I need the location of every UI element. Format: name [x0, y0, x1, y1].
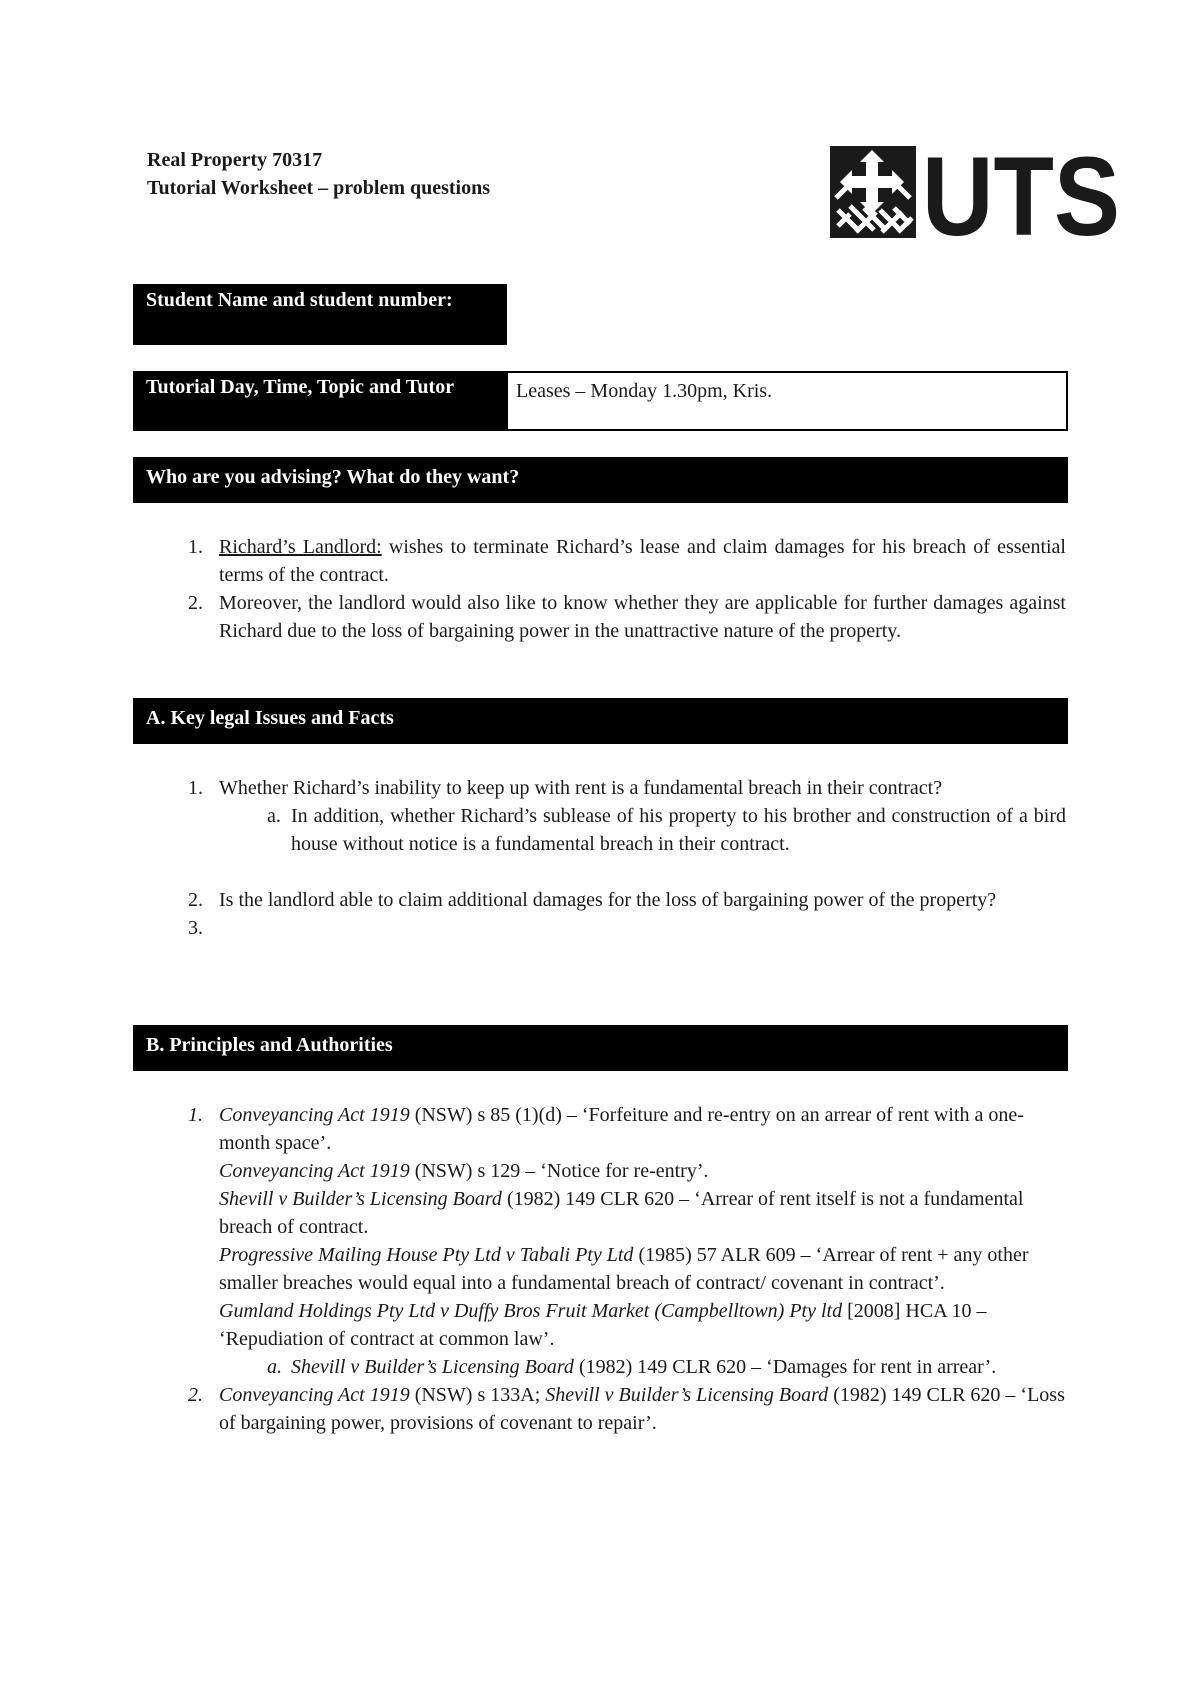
authority-line: Conveyancing Act 1919 (NSW) s 129 – ‘Notice for re-entry’.: [219, 1160, 709, 1182]
course-title: Real Property 70317: [147, 149, 323, 171]
list-item: 1. Whether Richard’s inability to keep up with rent is a fundamental breach in their contract?: [188, 777, 943, 799]
sub-list-item: a. In addition, whether Richard’s sublease of his property to his brother and construction of a bird house without notice is a fundamental breach in their contract.: [267, 805, 1066, 855]
authority-line: Shevill v Builder’s Licensing Board (1982) 149 CLR 620 – ‘Arrear of rent itself is not a fundamental breach of contract.: [219, 1188, 1024, 1238]
sub-list-item: a. Shevill v Builder’s Licensing Board (1982) 149 CLR 620 – ‘Damages for rent in arrear’.: [267, 1356, 997, 1378]
issues-heading: A. Key legal Issues and Facts: [133, 698, 1068, 744]
advising-list: [146, 533, 1066, 645]
tutorial-info-label: Tutorial Day, Time, Topic and Tutor: [133, 371, 507, 431]
list-item: 1. Conveyancing Act 1919 (NSW) s 85 (1)(d) – ‘Forfeiture and re-entry on an arrear of rent with a one-month space’. Conveyancing Act 1919 (NSW) s 129 – ‘Notice for re-entry’. Shevill v Builder’s Licensing Board (1982) 149 CLR 620 – ‘Arrear of rent itself is not a fundamental breach of contract. Progressive Mailing House Pty Ltd v Tabali Pty Ltd (1985) 57 ALR 609 – ‘Arrear of rent + any other smaller breaches would equal into a fundamental breach of contract/ covenant in contract’. Gumland Holdings Pty Ltd v Duffy Bros Fruit Market (Campbelltown) Pty ltd [2008] HCA 10 – ‘Repudiation of contract at common law’.: [146, 1101, 1066, 1353]
tutorial-info-value[interactable]: Leases – Monday 1.30pm, Kris.: [506, 371, 1068, 431]
student-name-label: Student Name and student number:: [133, 284, 507, 345]
issues-list: 1. Whether Richard’s inability to keep up with rent is a fundamental breach in their contract? a. In addition, whether Richard’s sublease of his property to his brother and construction of a bird house without notice is a fundamental breach in their contract. 2. Is the landlord able to claim additional damages for the loss of bargaining power of the property? 3.: [146, 774, 1066, 914]
advising-heading: Who are you advising? What do they want?: [133, 457, 1068, 503]
principles-list: [146, 1101, 1066, 1437]
authority-line: Progressive Mailing House Pty Ltd v Tabali Pty Ltd (1985) 57 ALR 609 – ‘Arrear of rent + any other smaller breaches would equal into a fundamental breach of contract/ covenant in contract’.: [219, 1244, 1029, 1294]
worksheet-subtitle: Tutorial Worksheet – problem questions: [147, 177, 491, 199]
uts-logo: [828, 134, 1123, 259]
list-item: 2. Moreover, the landlord would also like to know whether they are applicable for further damages against Richard due to the loss of bargaining power in the unattractive nature of the property.: [188, 592, 1066, 642]
document-header: [147, 146, 490, 202]
list-item: 2. Is the landlord able to claim additional damages for the loss of bargaining power of the property?: [188, 889, 997, 911]
landlord-lead: Richard’s Landlord:: [219, 536, 382, 558]
uts-logo-text: UTS: [922, 134, 1120, 259]
uts-emblem-icon: [830, 146, 916, 238]
authority-line: Conveyancing Act 1919 (NSW) s 85 (1)(d) – ‘Forfeiture and re-entry on an arrear of rent with a one-month space’.: [219, 1104, 1024, 1154]
authority-line: Gumland Holdings Pty Ltd v Duffy Bros Fruit Market (Campbelltown) Pty ltd [2008] HCA 10 – ‘Repudiation of contract at common law’.: [219, 1300, 987, 1350]
principles-heading: B. Principles and Authorities: [133, 1025, 1068, 1071]
list-item: 2. Conveyancing Act 1919 (NSW) s 133A; Shevill v Builder’s Licensing Board (1982) 149 CLR 620 – ‘Loss of bargaining power, provisions of covenant to repair’.: [188, 1384, 1065, 1434]
list-item: 1. Richard’s Landlord: wishes to terminate Richard’s lease and claim damages for his breach of essential terms of the contract.: [188, 536, 1066, 586]
